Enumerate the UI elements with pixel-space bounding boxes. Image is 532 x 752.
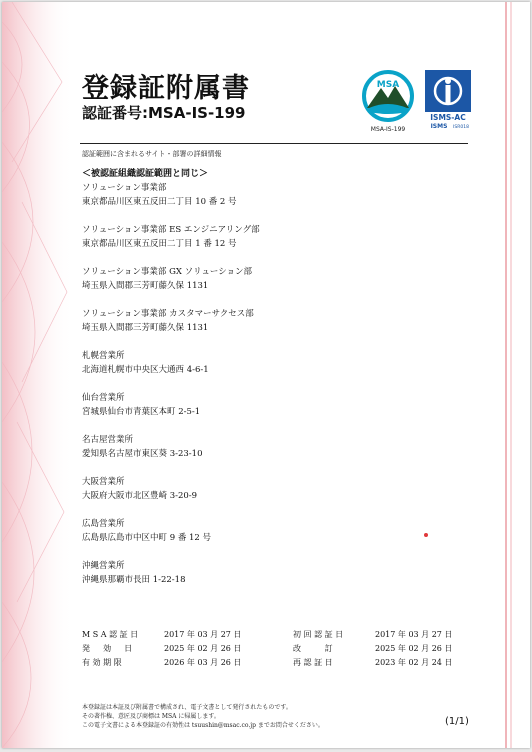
date-label: 再 認 証 日 bbox=[293, 658, 333, 667]
date-row bbox=[82, 642, 241, 656]
header-divider bbox=[80, 143, 468, 144]
site-list bbox=[82, 181, 462, 587]
date-row bbox=[293, 656, 452, 670]
date-row bbox=[82, 656, 241, 670]
scope-subtitle: 認証範囲に含まれるサイト・部署の詳細情報 bbox=[82, 150, 222, 158]
isms-text: ISMS bbox=[430, 123, 448, 130]
page-number: (1/1) bbox=[445, 716, 469, 727]
site-entry bbox=[82, 559, 462, 587]
date-label: M S A 認 証 日 bbox=[82, 630, 139, 639]
site-address: 東京都品川区東五反田二丁目 10 番 2 号 bbox=[82, 197, 237, 207]
msa-logo-top-text: MSA bbox=[376, 80, 400, 90]
certificate-annex-page bbox=[2, 2, 530, 748]
isms-ac-text: ISMS-AC bbox=[430, 113, 466, 122]
site-name: 仙台営業所 bbox=[82, 393, 125, 403]
date-row bbox=[82, 628, 241, 642]
site-address: 沖縄県那覇市長田 1-22-18 bbox=[82, 575, 186, 585]
dates-left-block bbox=[82, 628, 241, 670]
site-entry bbox=[82, 349, 462, 377]
date-label: 有 効 期 限 bbox=[82, 658, 122, 667]
site-entry bbox=[82, 517, 462, 545]
date-value: 2026 年 03 月 26 日 bbox=[164, 658, 242, 667]
site-name: ソリューション事業部 ES エンジニアリング部 bbox=[82, 225, 260, 235]
site-name: ソリューション事業部 カスタマーサクセス部 bbox=[82, 309, 254, 319]
date-label: 改 訂 bbox=[293, 644, 333, 653]
date-row bbox=[293, 628, 452, 642]
footer-line: その著作権、意匠及び商標は MSA に帰属します。 bbox=[82, 713, 220, 720]
msa-logo-bottom-text: MSA-IS-199 bbox=[370, 126, 406, 133]
site-address: 埼玉県入間郡三芳町藤久保 1131 bbox=[82, 281, 209, 291]
footer-notes bbox=[82, 703, 324, 730]
scope-heading: ＜被認証組織認証範囲と同じ＞ bbox=[82, 169, 209, 179]
site-entry bbox=[82, 265, 462, 293]
site-entry bbox=[82, 475, 462, 503]
site-name: ソリューション事業部 bbox=[82, 183, 167, 193]
site-name: 広島営業所 bbox=[82, 519, 125, 529]
site-entry bbox=[82, 307, 462, 335]
site-entry bbox=[82, 391, 462, 419]
date-value: 2023 年 02 月 24 日 bbox=[375, 658, 453, 667]
site-address: 愛知県名古屋市東区葵 3-23-10 bbox=[82, 449, 203, 459]
scope-list bbox=[82, 168, 462, 601]
isms-code-text: ISR018 bbox=[453, 125, 469, 130]
site-address: 埼玉県入間郡三芳町藤久保 1131 bbox=[82, 323, 209, 333]
site-name: 沖縄営業所 bbox=[82, 561, 125, 571]
date-value: 2017 年 03 月 27 日 bbox=[164, 630, 242, 639]
site-name: 名古屋営業所 bbox=[82, 435, 134, 445]
site-name: 大阪営業所 bbox=[82, 477, 125, 487]
red-dot-marker bbox=[424, 533, 428, 537]
site-entry bbox=[82, 181, 462, 209]
site-entry bbox=[82, 433, 462, 461]
dates-right-block bbox=[293, 628, 452, 670]
date-value: 2025 年 02 月 26 日 bbox=[375, 644, 453, 653]
date-value: 2017 年 03 月 27 日 bbox=[375, 630, 453, 639]
site-address: 東京都品川区東五反田二丁目 1 番 12 号 bbox=[82, 239, 237, 249]
site-address: 広島県広島市中区中町 9 番 12 号 bbox=[82, 533, 212, 543]
msa-logo bbox=[357, 68, 419, 134]
date-value: 2025 年 02 月 26 日 bbox=[164, 644, 242, 653]
isms-ac-logo bbox=[425, 70, 471, 132]
site-address: 大阪府大阪市北区豊崎 3-20-9 bbox=[82, 491, 198, 501]
site-entry bbox=[82, 223, 462, 251]
document-title: 登録証附属書 bbox=[82, 73, 250, 104]
footer-line: 本登録証は本証及び附属書で構成され、電子文書として発行されたものです。 bbox=[82, 704, 292, 711]
date-label: 初 回 認 証 日 bbox=[293, 630, 344, 639]
date-label: 発 効 日 bbox=[82, 644, 133, 653]
certification-number: 認証番号:MSA-IS-199 bbox=[82, 104, 246, 122]
site-address: 宮城県仙台市青葉区本町 2-5-1 bbox=[82, 407, 201, 417]
site-name: 札幌営業所 bbox=[82, 351, 125, 361]
site-name: ソリューション事業部 GX ソリューション部 bbox=[82, 267, 253, 277]
site-address: 北海道札幌市中央区大通西 4-6-1 bbox=[82, 365, 209, 375]
footer-line: この電子文書による本登録証の有効性は tsuushin@msac.co.jp までお問合せください。 bbox=[82, 722, 324, 729]
date-row bbox=[293, 642, 452, 656]
